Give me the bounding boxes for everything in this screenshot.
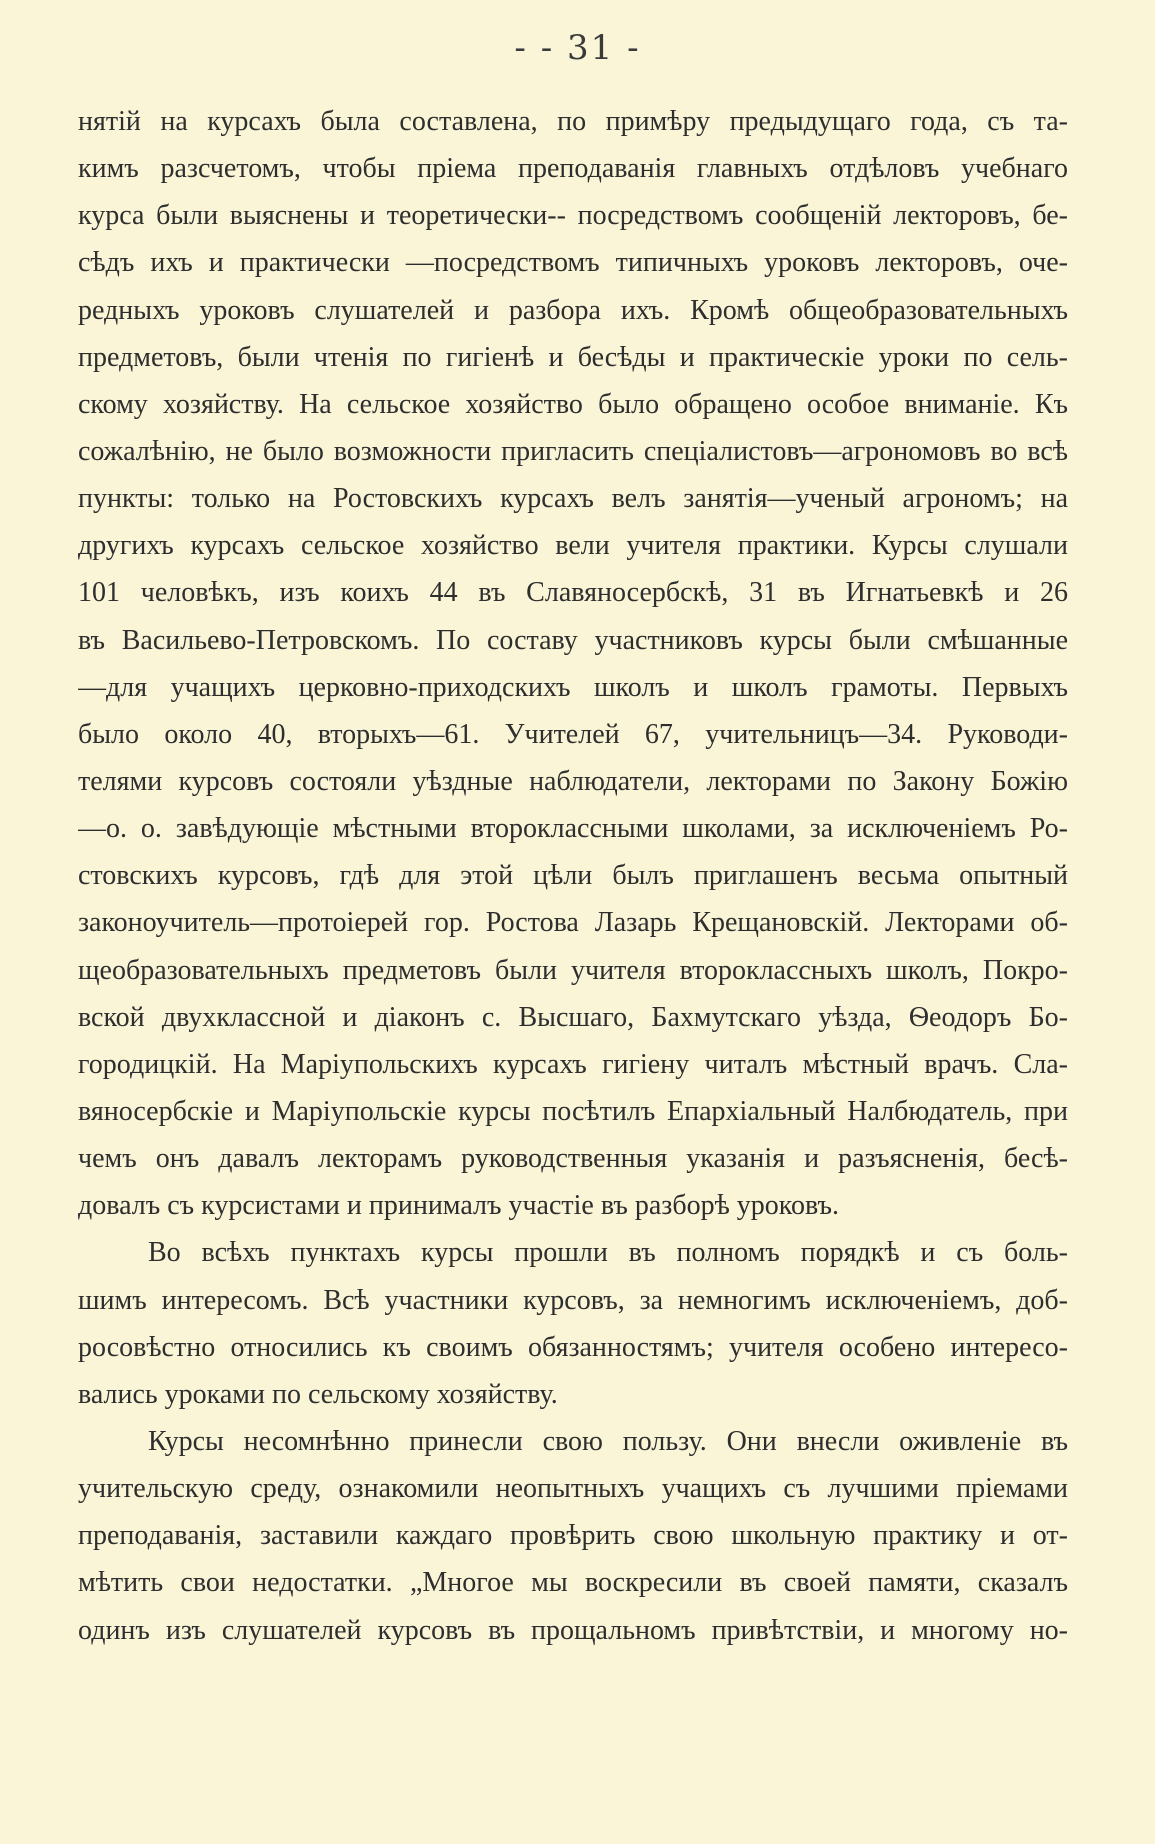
text-line: 101 человѣкъ, изъ коихъ 44 въ Славяносербскѣ, 31 въ Игнатьевкѣ и 26 (78, 577, 1068, 609)
text-line: телями курсовъ состояли уѣздные наблюдатели, лекторами по Закону Божію (78, 765, 1068, 797)
text-line: росовѣстно относились къ своимъ обязанностямъ; учителя особено интересо- (78, 1331, 1068, 1363)
text-line: щеобразовательныхъ предметовъ были учителя второклассныхъ школъ, Покро- (78, 954, 1068, 986)
text-line: преподаванія, заставили каждаго провѣрить свою школьную практику и от- (78, 1520, 1068, 1552)
text-line: вской двухклассной и діаконъ с. Высшаго, Бахмутскаго уѣзда, Ѳеодоръ Бо- (78, 1001, 1068, 1033)
text-line: курса были выяснены и теоретически-- посредствомъ сообщеній лекторовъ, бе- (78, 200, 1068, 232)
text-line: шимъ интересомъ. Всѣ участники курсовъ, за немногимъ исключеніемъ, доб- (78, 1284, 1068, 1316)
text-line: скому хозяйству. На сельское хозяйство было обращено особое вниманіе. Къ (78, 388, 1068, 420)
text-line: —о. о. завѣдующіе мѣстными второклассными школами, за исключеніемъ Ро- (78, 813, 1068, 845)
text-line: одинъ изъ слушателей курсовъ въ прощальномъ привѣтствіи, и многому но- (78, 1614, 1068, 1646)
text-line: было около 40, вторыхъ—61. Учителей 67, учительницъ—34. Руководи- (78, 718, 1068, 750)
text-line: стовскихъ курсовъ, гдѣ для этой цѣли былъ приглашенъ весьма опытный (78, 860, 1068, 892)
text-line: нятій на курсахъ была составлена, по примѣру предыдущаго года, съ та- (78, 106, 1068, 137)
text-line: мѣтить свои недостатки. „Многое мы воскресили въ своей памяти, сказалъ (78, 1567, 1068, 1599)
text-line: въ Васильево-Петровскомъ. По составу участниковъ курсы были смѣшанные (78, 624, 1068, 656)
text-line: сѣдъ ихъ и практически —посредствомъ типичныхъ уроковъ лекторовъ, оче- (78, 247, 1068, 279)
text-line: вались уроками по сельскому хозяйству. (78, 1378, 558, 1410)
text-line: редныхъ уроковъ слушателей и разбора ихъ. Кромѣ общеобразовательныхъ (78, 294, 1068, 326)
text-line: городицкій. На Маріупольскихъ курсахъ гигіену читалъ мѣстный врачъ. Сла- (78, 1048, 1068, 1080)
text-line: другихъ курсахъ сельское хозяйство вели учителя практики. Курсы слушали (78, 530, 1068, 562)
page-number: - - 31 - (514, 28, 641, 68)
text-line: Во всѣхъ пунктахъ курсы прошли въ полномъ порядкѣ и съ боль- (148, 1237, 1068, 1269)
text-line: сожалѣнію, не было возможности пригласить спеціалистовъ—агрономовъ во всѣ (78, 435, 1068, 467)
text-line: довалъ съ курсистами и принималъ участіе въ разборѣ уроковъ. (78, 1190, 839, 1222)
text-line: вяносербскіе и Маріупольскіе курсы посѣтилъ Епархіальный Налбюдатель, при (78, 1095, 1068, 1127)
text-line: законоучитель—протоіерей гор. Ростова Лазарь Крещановскій. Лекторами об- (78, 907, 1068, 939)
text-line: пункты: только на Ростовскихъ курсахъ велъ занятія—ученый агрономъ; на (78, 483, 1068, 515)
text-line: —для учащихъ церковно-приходскихъ школъ и школъ грамоты. Первыхъ (78, 671, 1068, 703)
text-line: Курсы несомнѣнно принесли свою пользу. Они внесли оживленіе въ (148, 1425, 1068, 1457)
body-text (78, 98, 1068, 1654)
text-line: кимъ разсчетомъ, чтобы пріема преподаванія главныхъ отдѣловъ учебнаго (78, 153, 1068, 185)
text-line: предметовъ, были чтенія по гигіенѣ и бесѣды и практическіе уроки по сель- (78, 341, 1068, 373)
text-line: чемъ онъ давалъ лекторамъ руководственныя указанія и разъясненія, бесѣ- (78, 1143, 1068, 1175)
text-line: учительскую среду, ознакомили неопытныхъ учащихъ съ лучшими пріемами (78, 1473, 1068, 1505)
